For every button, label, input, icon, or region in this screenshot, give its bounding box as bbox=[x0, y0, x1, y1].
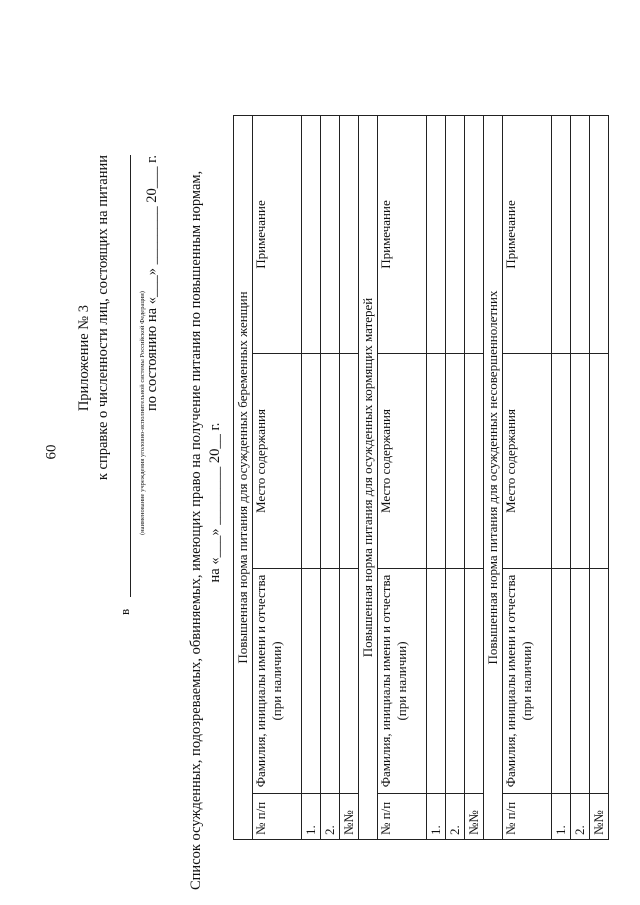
empty-cell bbox=[571, 354, 590, 569]
institution-field bbox=[113, 155, 146, 675]
row-number-cell: 1. bbox=[552, 794, 571, 840]
appendix-title: Приложение № 3 bbox=[76, 305, 92, 412]
list-title-line1: Список осужденных, подозреваемых, обвиняемых, имеющих право на получение питания по повышенным нормам, bbox=[188, 170, 204, 890]
column-header-note: Примечание bbox=[253, 116, 302, 354]
column-header-num: № п/п bbox=[378, 794, 427, 840]
section-title: Повышенная норма питания для осужденных кормящих матерей bbox=[359, 116, 378, 840]
section-title: Повышенная норма питания для осужденных несовершеннолетних bbox=[484, 116, 503, 840]
row-number-cell: №№ bbox=[340, 794, 359, 840]
table-row bbox=[552, 116, 571, 840]
empty-cell bbox=[427, 116, 446, 354]
appendix-header bbox=[75, 155, 162, 675]
empty-cell bbox=[590, 116, 609, 354]
section-row bbox=[484, 116, 503, 840]
header-row bbox=[253, 116, 302, 840]
column-header-place: Место содержания bbox=[503, 354, 552, 569]
empty-cell bbox=[427, 354, 446, 569]
row-number-cell: 2. bbox=[446, 794, 465, 840]
empty-cell bbox=[465, 116, 484, 354]
table-row bbox=[446, 116, 465, 840]
header-row bbox=[503, 116, 552, 840]
empty-cell bbox=[446, 116, 465, 354]
row-number-cell: 1. bbox=[302, 794, 321, 840]
institution-underline bbox=[130, 155, 131, 597]
empty-cell bbox=[340, 116, 359, 354]
list-title bbox=[187, 115, 225, 890]
empty-cell bbox=[321, 569, 340, 794]
column-header-num: № п/п bbox=[253, 794, 302, 840]
column-header-note: Примечание bbox=[503, 116, 552, 354]
column-header-name: Фамилия, инициалы имени и отчества (при наличии) bbox=[253, 569, 302, 794]
empty-cell bbox=[340, 569, 359, 794]
table-row bbox=[571, 116, 590, 840]
empty-cell bbox=[427, 569, 446, 794]
empty-cell bbox=[571, 116, 590, 354]
as-of-date: по состоянию на «___» ________ 20___ г. bbox=[144, 155, 160, 412]
header-row bbox=[378, 116, 427, 840]
persons-table bbox=[233, 115, 609, 840]
empty-cell bbox=[571, 569, 590, 794]
row-number-cell: №№ bbox=[590, 794, 609, 840]
empty-cell bbox=[302, 569, 321, 794]
column-header-name: Фамилия, инициалы имени и отчества (при наличии) bbox=[503, 569, 552, 794]
column-header-note: Примечание bbox=[378, 116, 427, 354]
table-row bbox=[302, 116, 321, 840]
section-row bbox=[234, 116, 253, 840]
column-header-num: № п/п bbox=[503, 794, 552, 840]
empty-cell bbox=[302, 116, 321, 354]
empty-cell bbox=[321, 354, 340, 569]
column-header-place: Место содержания bbox=[253, 354, 302, 569]
empty-cell bbox=[465, 354, 484, 569]
empty-cell bbox=[446, 354, 465, 569]
empty-cell bbox=[465, 569, 484, 794]
list-title-line2: на «___» ________ 20__ г. bbox=[207, 422, 223, 583]
column-header-place: Место содержания bbox=[378, 354, 427, 569]
table-row bbox=[465, 116, 484, 840]
institution-caption: (наименование учреждения уголовно-исполнительной системы Российской Федерации) bbox=[139, 291, 146, 535]
empty-cell bbox=[590, 569, 609, 794]
row-number-cell: №№ bbox=[465, 794, 484, 840]
empty-cell bbox=[446, 569, 465, 794]
appendix-subtitle: к справке о численности лиц, состоящих на питании bbox=[95, 155, 111, 481]
table-row bbox=[590, 116, 609, 840]
empty-cell bbox=[552, 116, 571, 354]
section-row bbox=[359, 116, 378, 840]
row-number-cell: 1. bbox=[427, 794, 446, 840]
table-row bbox=[321, 116, 340, 840]
empty-cell bbox=[302, 354, 321, 569]
in-label: в bbox=[117, 608, 132, 615]
rotated-page-content bbox=[75, 115, 606, 890]
row-number-cell: 2. bbox=[571, 794, 590, 840]
table-row bbox=[340, 116, 359, 840]
page-number: 60 bbox=[43, 444, 60, 460]
row-number-cell: 2. bbox=[321, 794, 340, 840]
empty-cell bbox=[552, 354, 571, 569]
empty-cell bbox=[340, 354, 359, 569]
table-row bbox=[427, 116, 446, 840]
empty-cell bbox=[321, 116, 340, 354]
empty-cell bbox=[552, 569, 571, 794]
empty-cell bbox=[590, 354, 609, 569]
column-header-name: Фамилия, инициалы имени и отчества (при наличии) bbox=[378, 569, 427, 794]
section-title: Повышенная норма питания для осужденных беременных женщин bbox=[234, 116, 253, 840]
